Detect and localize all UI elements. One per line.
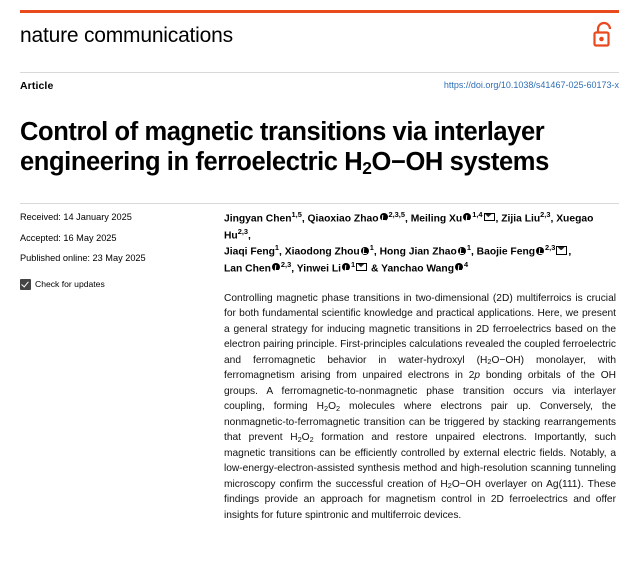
article-body-column (224, 210, 616, 523)
author-7-affil: 1 (369, 243, 374, 253)
author-9[interactable]: Baojie Feng (476, 246, 536, 258)
author-7[interactable]: Xiaodong Zhou (284, 246, 360, 258)
orcid-icon[interactable] (536, 247, 544, 255)
check-for-updates[interactable] (20, 279, 215, 290)
email-icon[interactable] (484, 213, 495, 222)
author-1-affil: 1,5 (291, 210, 302, 219)
author-12-affil: 4 (464, 259, 469, 269)
abstract-part-6: O (301, 432, 310, 444)
article-dates-column (20, 212, 215, 290)
author-11-affil: 1 (351, 259, 356, 269)
abstract-sub-3: 2 (336, 403, 341, 413)
author-5-affil: 2,3 (237, 226, 249, 236)
author-2[interactable]: Qiaoxiao Zhao (307, 213, 379, 225)
abstract-part-3: bonding orbitals of the OH groups. A ferromagnetic-to-nonmagnetic phase transition occurs via interlayer coupling, forming H (224, 370, 616, 413)
orcid-icon[interactable] (455, 263, 463, 271)
article-type-label: Article (20, 80, 54, 92)
published-date: Published online: 23 May 2025 (20, 253, 146, 263)
orcid-icon[interactable] (380, 213, 388, 221)
author-10[interactable]: Lan Chen (224, 263, 271, 275)
title-subscript-2: 2 (362, 157, 372, 178)
journal-title: nature communications (20, 24, 233, 47)
crossmark-icon (20, 279, 31, 290)
accepted-date: Accepted: 16 May 2025 (20, 232, 117, 243)
author-9-affil: 2,3 (545, 243, 556, 253)
author-4-affil: 2,3 (540, 210, 551, 219)
abstract-text (224, 291, 616, 524)
author-3-affil: 1,4 (472, 210, 483, 219)
email-icon[interactable] (556, 246, 567, 255)
author-1[interactable]: Jingyan Chen (224, 213, 292, 225)
author-ampersand: & (371, 263, 379, 275)
orcid-icon[interactable] (272, 263, 280, 271)
author-5[interactable]: Xuegao Hu (224, 213, 594, 242)
author-10-affil: 2,3 (280, 259, 292, 269)
check-for-updates-label: Check for updates (35, 278, 105, 289)
title-divider (20, 203, 619, 204)
email-icon[interactable] (356, 263, 367, 272)
received-date: Received: 14 January 2025 (20, 212, 132, 222)
abstract-sub-2: 2 (324, 403, 329, 413)
abstract-sub-1: 2 (487, 357, 492, 367)
orcid-icon[interactable] (458, 247, 466, 255)
masthead-divider (20, 72, 619, 73)
title-line-2-pre: engineering in ferroelectric H (20, 148, 363, 177)
abstract-italic-p: p (474, 370, 481, 382)
author-3[interactable]: Meiling Xu (410, 213, 463, 225)
doi-link[interactable]: https://doi.org/10.1038/s41467-025-60173-x (443, 80, 619, 90)
title-line-1: Control of magnetic transitions via interlayer (20, 118, 545, 147)
open-access-lock-svg (591, 20, 617, 50)
abstract-sub-5: 2 (309, 434, 314, 444)
orcid-icon[interactable] (361, 247, 369, 255)
author-list: Jingyan Chen$^{1,5}$, Qiaoxiao Zhao $^{2,3,5}$, Meiling Xu $^{1,4}$ , Zijia Liu$^{2,3}$, Xuegao Hu$^{2,3}$, Jiaqi Feng$^1$, Xiaodong Zhou $^1$, Hong Jian Zhao $^1$, Baojie Feng $^{2,3}$ , Lan Chen $^{2,3}$, Yinwei Li $^1$ & Yanchao Wang $^4$ (224, 210, 594, 275)
abstract-part-7: formation and restore unpaired electrons. Importantly, such magnetic transitions can be efficiently controlled by external electric fields. Notably, a low-energy-electron-assisted synthesis method and high-resolution scanning tunneling microscopy confirm the successful creation of H (224, 432, 616, 490)
open-access-lock-icon (591, 20, 617, 50)
journal-masthead (20, 20, 619, 60)
abstract-sub-4: 2 (297, 434, 302, 444)
abstract-part-8: O−OH overlayer on Ag(111). These findings provide an approach for magnetism control in 2D ferroelectrics and offer insights for future spintronic and multiferroic devices. (224, 478, 616, 521)
abstract-part-2: O−OH) monolayer, with ferromagnetism arising from unpaired electrons in 2 (224, 354, 616, 382)
abstract-sub-6: 2 (447, 481, 452, 491)
abstract-part-1: Controlling magnetic phase transitions in two-dimensional (2D) multiferroics is crucial for both fundamental scientific knowledge and practical applications. Here, we present a general strategy for inducing magnetic transitions in 2D ferroelectrics based on the electron pairing principle. First-principles calculations revealed the coupled ferroelectric and ferromagnetic behavior in water-hydroxyl (H (224, 292, 616, 366)
author-11[interactable]: Yinwei Li (296, 263, 342, 275)
orcid-icon[interactable] (342, 263, 350, 271)
abstract-part-4: O (328, 401, 337, 413)
author-8-affil: 1 (466, 243, 471, 253)
author-2-affil: 2,3,5 (388, 210, 405, 219)
author-8[interactable]: Hong Jian Zhao (379, 246, 457, 258)
abstract-part-5: molecules where electrons pair up. Conversely, the nonmagnetic-to-ferromagnetic transition can be triggered by stacking rearrangements that prevent H (224, 401, 616, 444)
author-6-affil: 1 (274, 243, 280, 253)
orcid-icon[interactable] (463, 213, 471, 221)
page-title (20, 117, 616, 177)
author-12[interactable]: Yanchao Wang (381, 263, 454, 275)
author-4[interactable]: Zijia Liu (501, 213, 541, 225)
top-accent-rule (20, 10, 619, 13)
title-line-2-mid: O−OH systems (371, 148, 549, 177)
author-6[interactable]: Jiaqi Feng (224, 246, 275, 258)
